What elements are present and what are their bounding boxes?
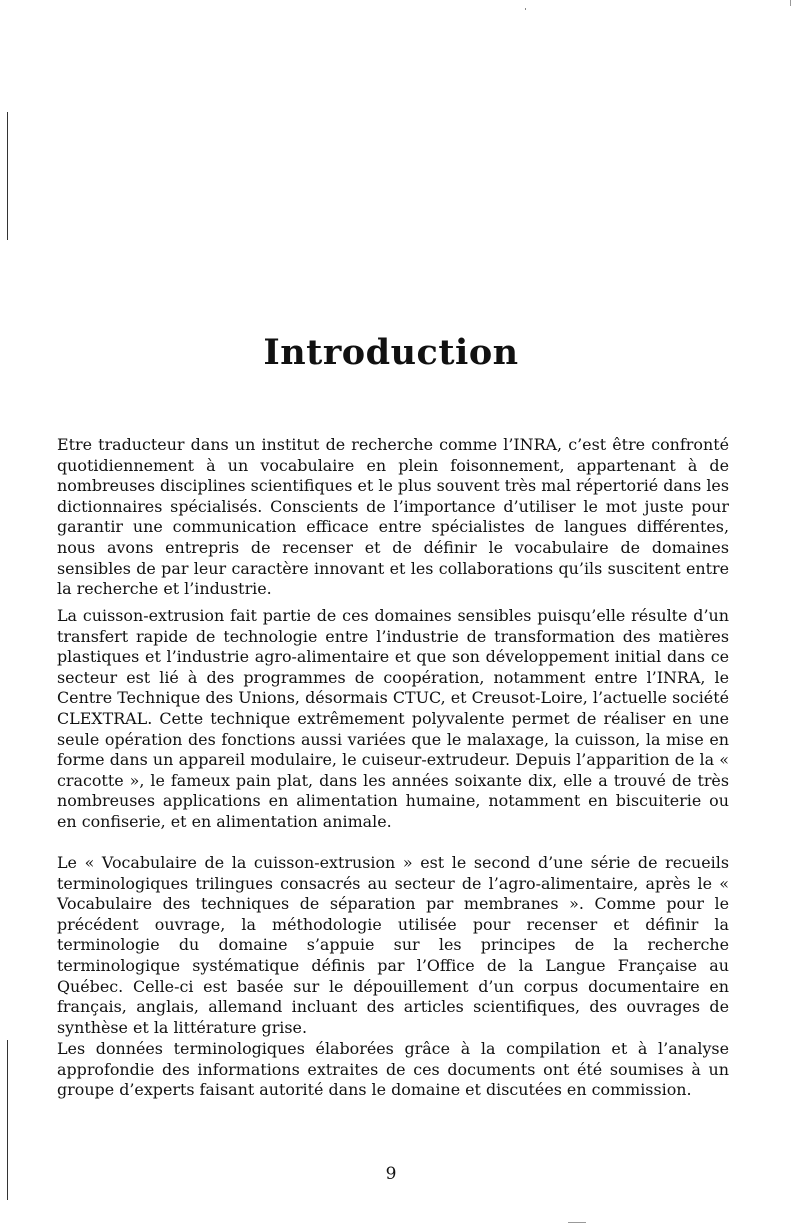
scan-speck <box>525 8 526 10</box>
page-number: 9 <box>385 1164 397 1184</box>
paragraph-vocabulaire: Le « Vocabulaire de la cuisson-extrusion » est le second d’une série de recueils terminologiques trilingues consacrés au secteur de l’agro-alimentaire, après le « Vocabulaire des techniques de séparation par membranes ». Comme pour le précédent ouvrage, la méthodologie utilisée pour recenser et définir la terminologie du domaine s’appuie sur les principes de la recherche terminologique systématique définis par l’Office de la Langue Française au Québec. Celle-ci est basée sur le dépouillement d’un corpus documentaire en français, anglais, allemand incluant des articles scientifiques, des ouvrages de synthèse et la littérature grise. <box>57 853 729 1037</box>
scan-speck <box>568 1222 586 1223</box>
scan-speck <box>790 0 791 6</box>
paragraph-cuisson-extrusion: La cuisson-extrusion fait partie de ces domaines sensibles puisqu’elle résulte d’un transfert rapide de technologie entre l’industrie de transformation des matières plastiques et l’industrie agro-alimentaire et que son développement initial dans ce secteur est lié à des programmes de coopération, notamment entre l’INRA, le Centre Technique des Unions, désormais CTUC, et Creusot-Loire, l’actuelle société CLEXTRAL. Cette technique extrêmement polyvalente permet de réaliser en une seule opération des fonctions aussi variées que le malaxage, la cuisson, la mise en forme dans un appareil modulaire, le cuiseur-extrudeur. Depuis l’apparition de la « cracotte », le fameux pain plat, dans les années soixante dix, elle a trouvé de très nombreuses applications en alimentation humaine, notamment en biscuiterie ou en confiserie, et en alimentation animale. <box>57 606 729 831</box>
paragraph-donnees: Les données terminologiques élaborées grâce à la compilation et à l’analyse approfondie des informations extraites de ces documents ont été soumises à un groupe d’experts faisant autorité dans le domaine et discutées en commission. <box>57 1039 729 1100</box>
paragraph-intro: Etre traducteur dans un institut de recherche comme l’INRA, c’est être confronté quotidiennement à un vocabulaire en plein foisonnement, appartenant à de nombreuses disciplines scientifiques et le plus souvent très mal répertorié dans les dictionnaires spécialisés. Conscients de l’importance d’utiliser le mot juste pour garantir une communication efficace entre spécialistes de langues différentes, nous avons entrepris de recenser et de définir le vocabulaire de domaines sensibles de par leur caractère innovant et les collaborations qu’ils suscitent entre la recherche et l’industrie. <box>57 435 729 599</box>
page-title: Introduction <box>263 332 519 373</box>
scan-edge-mark <box>7 112 8 240</box>
